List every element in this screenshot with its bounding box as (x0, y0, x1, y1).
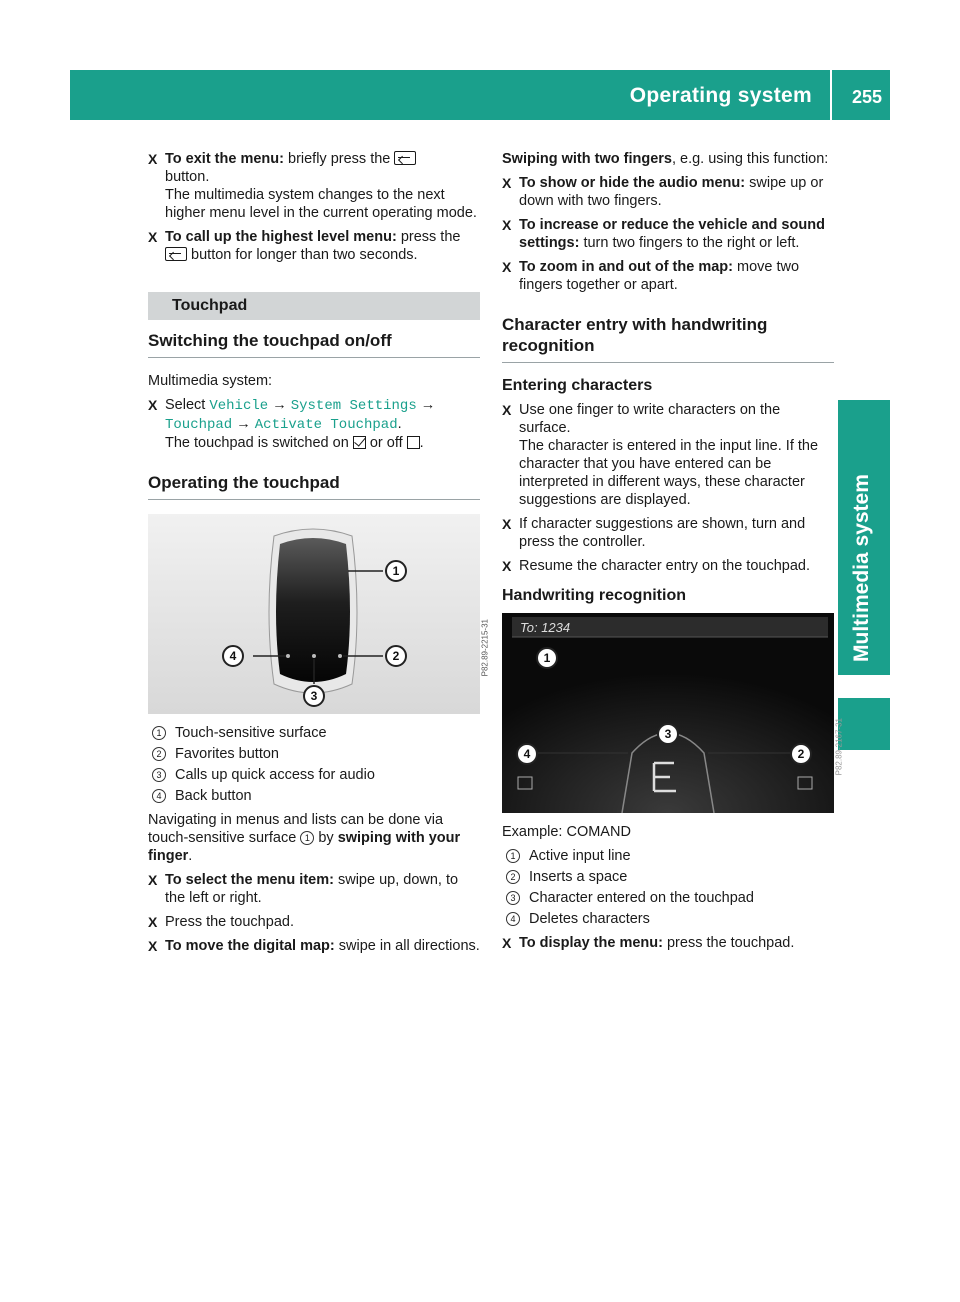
instruction-step (502, 401, 834, 509)
step-result: or off (369, 435, 403, 451)
step-marker-icon: X (502, 259, 512, 275)
step-text: press the (400, 229, 461, 245)
legend-text: Deletes characters (529, 911, 650, 927)
subheading: Character entry with handwriting recognition (502, 314, 834, 363)
checkbox-empty-icon (407, 436, 420, 449)
legend-number: 2 (152, 747, 166, 761)
legend-item (148, 766, 480, 784)
step-text: Resume the character entry on the touchpad. (519, 558, 810, 574)
step-marker-icon: X (502, 935, 512, 951)
intro-bold: Swiping with two fingers (502, 151, 672, 167)
left-column (148, 150, 489, 961)
legend-text: Inserts a space (529, 869, 628, 885)
chapter-tab-label: Multimedia system (850, 474, 873, 662)
instruction-step (502, 174, 834, 210)
legend-number: 1 (506, 849, 520, 863)
menu-item-touchpad: Touchpad (165, 417, 233, 433)
chapter-tab (838, 400, 890, 675)
punctuation: . (397, 416, 402, 432)
callout-3: 3 (657, 723, 679, 745)
section-title: Operating system (629, 84, 812, 107)
subheading: Operating the touchpad (148, 472, 480, 500)
step-marker-icon: X (502, 402, 512, 418)
step-text: swipe in all directions. (338, 938, 480, 954)
page-number: 255 (851, 87, 882, 107)
menu-item-vehicle: Vehicle (209, 398, 269, 414)
section-heading: Touchpad (148, 292, 480, 320)
step-label: To increase or reduce the vehicle and sound settings: (519, 217, 825, 251)
legend-number: 3 (506, 891, 520, 905)
input-line-text: To: 1234 (520, 620, 571, 635)
header-bar (70, 70, 890, 120)
instruction-step (502, 258, 834, 294)
legend-text: Calls up quick access for audio (175, 767, 375, 783)
legend-text: Active input line (529, 848, 631, 864)
legend-item (502, 889, 834, 907)
legend-number: 2 (506, 870, 520, 884)
step-label: To show or hide the audio menu: (519, 175, 746, 191)
instruction-step (148, 150, 480, 222)
callout-1: 1 (536, 647, 558, 669)
instruction-step (502, 557, 834, 575)
step-label: To exit the menu: (165, 151, 284, 167)
step-text: turn two fingers to the right or left. (583, 235, 800, 251)
step-marker-icon: X (148, 229, 158, 245)
step-marker-icon: X (502, 175, 512, 191)
figure-code: P82.89-2215-31 (480, 619, 489, 677)
step-text: move two fingers together or apart. (519, 259, 800, 293)
intro-text: Multimedia system: (148, 373, 273, 389)
legend-text: Touch-sensitive surface (175, 725, 327, 741)
legend-item (502, 847, 834, 865)
instruction-step (148, 228, 480, 264)
minor-heading: Entering characters (502, 377, 653, 394)
back-button-icon (394, 151, 416, 165)
instruction-step (148, 937, 480, 955)
handwriting-screen-illustration (502, 613, 834, 813)
subheading: Switching the touchpad on/off (148, 330, 480, 358)
minor-heading: Handwriting recognition (502, 587, 686, 604)
step-result: The touchpad is switched on (165, 435, 349, 451)
handwriting-screen-figure (502, 613, 843, 813)
step-marker-icon: X (502, 217, 512, 233)
instruction-step (148, 871, 480, 907)
callout-3: 3 (303, 685, 325, 707)
figure-caption: Example: COMAND (502, 824, 631, 840)
callout-4: 4 (222, 645, 244, 667)
arrow-icon: → (236, 416, 251, 432)
paragraph-text: Navigating in menus and lists can be done via touch-sensitive surface (148, 812, 444, 846)
legend-item (148, 787, 480, 805)
legend-text: Character entered on the touchpad (529, 890, 754, 906)
inline-callout: 1 (300, 831, 314, 845)
step-text: Use one finger to write characters on the surface. (519, 402, 781, 436)
legend-number: 4 (506, 912, 520, 926)
figure-code: P82.89-2167-31 (834, 718, 843, 776)
step-text: Select (165, 397, 206, 413)
paragraph-bold: swiping with your finger (148, 830, 461, 864)
step-text: If character suggestions are shown, turn and press the controller. (519, 516, 806, 550)
step-label: To display the menu: (519, 935, 663, 951)
right-column (502, 150, 843, 958)
step-marker-icon: X (148, 914, 158, 930)
arrow-icon: → (272, 397, 287, 413)
step-text: Press the touchpad. (165, 914, 294, 930)
step-text: swipe up, down, to the left or right. (165, 872, 459, 906)
legend-number: 1 (152, 726, 166, 740)
checkbox-checked-icon (353, 436, 366, 449)
legend-number: 4 (152, 789, 166, 803)
step-text: swipe up or down with two fingers. (519, 175, 824, 209)
callout-1: 1 (385, 560, 407, 582)
legend-text: Back button (175, 788, 252, 804)
step-text: button. (165, 169, 210, 185)
punctuation: . (419, 435, 424, 451)
menu-item-activate-touchpad: Activate Touchpad (254, 417, 398, 433)
step-marker-icon: X (148, 397, 158, 413)
legend-item (502, 868, 834, 886)
step-result: The multimedia system changes to the next higher menu level in the current operating mode. (165, 187, 477, 221)
instruction-step (502, 515, 834, 551)
legend-item (502, 910, 834, 928)
callout-2: 2 (385, 645, 407, 667)
callout-4: 4 (516, 743, 538, 765)
paragraph-text: by (318, 830, 334, 846)
nav-paragraph (148, 811, 480, 865)
instruction-step (148, 396, 480, 452)
intro-paragraph (502, 150, 834, 168)
step-marker-icon: X (148, 151, 158, 167)
step-marker-icon: X (148, 938, 158, 954)
legend-number: 3 (152, 768, 166, 782)
header-separator (830, 70, 832, 120)
menu-item-system-settings: System Settings (290, 398, 417, 414)
instruction-step (502, 216, 834, 252)
legend-item (148, 745, 480, 763)
step-label: To select the menu item: (165, 872, 334, 888)
punctuation: . (188, 848, 193, 864)
legend-text: Favorites button (175, 746, 279, 762)
step-label: To call up the highest level menu: (165, 229, 397, 245)
instruction-step (148, 913, 480, 931)
step-text: briefly press the (288, 151, 391, 167)
touchpad-illustration (148, 514, 480, 714)
step-marker-icon: X (502, 558, 512, 574)
step-marker-icon: X (502, 516, 512, 532)
step-marker-icon: X (148, 872, 158, 888)
instruction-step (502, 934, 834, 952)
step-text: button for longer than two seconds. (191, 247, 418, 263)
legend-item (148, 724, 480, 742)
step-text: press the touchpad. (666, 935, 795, 951)
back-button-icon (165, 247, 187, 261)
callout-2: 2 (790, 743, 812, 765)
touchpad-figure (148, 514, 489, 714)
arrow-icon: → (420, 397, 436, 413)
step-result: The character is entered in the input line. If the character that you have entered can be interpreted in different ways, these character suggestions are displayed. (519, 438, 819, 508)
intro-text: , e.g. using this function: (671, 151, 829, 167)
step-label: To zoom in and out of the map: (519, 259, 733, 275)
step-label: To move the digital map: (165, 938, 335, 954)
